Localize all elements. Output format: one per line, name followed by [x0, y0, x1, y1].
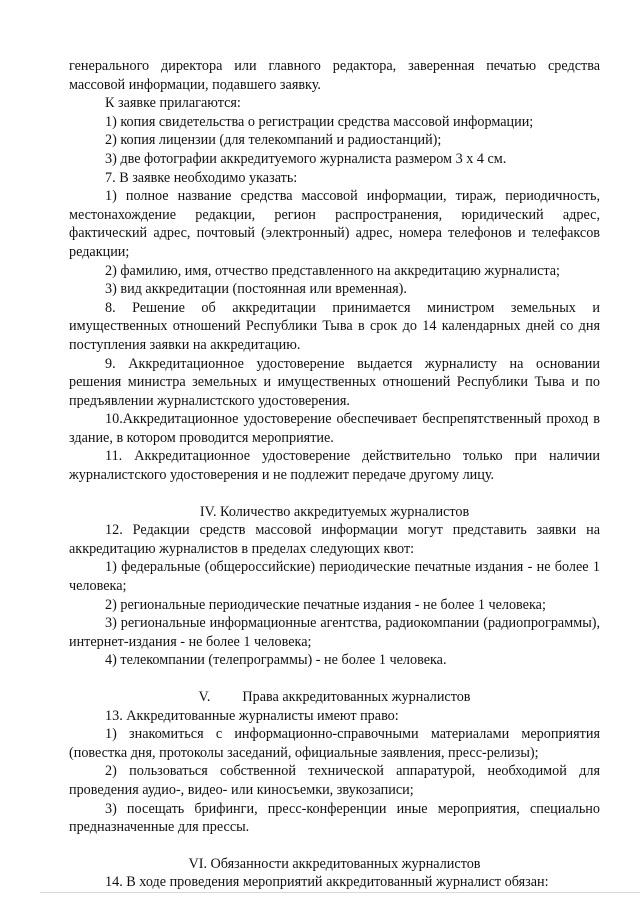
list-item: 3) две фотографии аккредитуемого журналиста размером 3 х 4 см. [105, 150, 507, 167]
list-item: 2) региональные периодические печатные издания - не более 1 человека; [105, 596, 546, 613]
paragraph: 8. Решение об аккредитации принимается министром земельных и имущественных отношений Республики Тыва в срок до 14 календарных дней со дня поступления заявки на аккредитацию. [69, 299, 600, 353]
paragraph: 9. Аккредитационное удостоверение выдается журналисту на основании решения министра земельных и имущественных отношений Республики Тыва и по предъявлении журналистского удостоверения. [69, 355, 600, 409]
paragraph: 14. В ходе проведения мероприятий аккредитованный журналист обязан: [105, 874, 549, 891]
spacer [69, 837, 600, 855]
paragraph: генерального директора или главного редактора, заверенная печатью средства массовой информации, подавшего заявку. [69, 58, 600, 93]
section-heading-vi: VI. Обязанности аккредитованных журналистов [188, 855, 481, 872]
list-item: 3) региональные информационные агентства, радиокомпании (радиопрограммы), интернет-издания - не более 1 человека; [69, 615, 600, 650]
list-item: 1) знакомиться с информационно-справочными материалами мероприятия (повестка дня, протоколы заседаний, официальные заявления, пресс-релизы); [69, 726, 600, 761]
section-heading-v: V. Права аккредитованных журналистов [198, 689, 471, 705]
list-item: 1) копия свидетельства о регистрации средства массовой информации; [105, 113, 534, 130]
spacer [69, 485, 600, 503]
list-item: 1) полное название средства массовой информации, тираж, периодичность, местонахождение редакции, регион распространения, юридический адрес, фактический адрес, почтовый (электронный) адрес, номера телефонов и телефаксов редакции; [69, 188, 600, 260]
list-item: 3) посещать брифинги, пресс-конференции иные мероприятия, специально предназначенные для прессы. [69, 800, 600, 836]
list-item: 2) копия лицензии (для телекомпаний и радиостанций); [105, 132, 442, 149]
paragraph: 11. Аккредитационное удостоверение действительно только при наличии журналистского удостоверения и не подлежит передаче другому лицу. [69, 448, 600, 484]
paragraph: 10.Аккредитационное удостоверение обеспечивает беспрепятственный проход в здание, в котором проводится мероприятие. [69, 411, 600, 446]
list-item: 4) телекомпании (телепрограммы) - не более 1 человека. [105, 652, 447, 669]
list-item: 1) федеральные (общероссийские) периодические печатные издания - не более 1 человека; [69, 559, 600, 595]
paragraph: К заявке прилагаются: [105, 95, 241, 112]
spacer [69, 670, 600, 688]
paragraph: 12. Редакции средств массовой информации могут представить заявки на аккредитацию журналистов в пределах следующих квот: [69, 522, 600, 557]
list-item: 3) вид аккредитации (постоянная или временная). [105, 281, 407, 298]
paragraph: 7. В заявке необходимо указать: [105, 169, 298, 186]
list-item: 2) фамилию, имя, отчество представленного на аккредитацию журналиста; [105, 262, 560, 279]
scan-edge-line [40, 892, 640, 893]
list-item: 2) пользоваться собственной технической аппаратурой, необходимой для проведения аудио-, видео- или киносъемки, звукозаписи; [69, 763, 600, 798]
section-heading-iv: IV. Количество аккредитуемых журналистов [199, 503, 470, 520]
paragraph: 13. Аккредитованные журналисты имеют право: [105, 707, 399, 724]
